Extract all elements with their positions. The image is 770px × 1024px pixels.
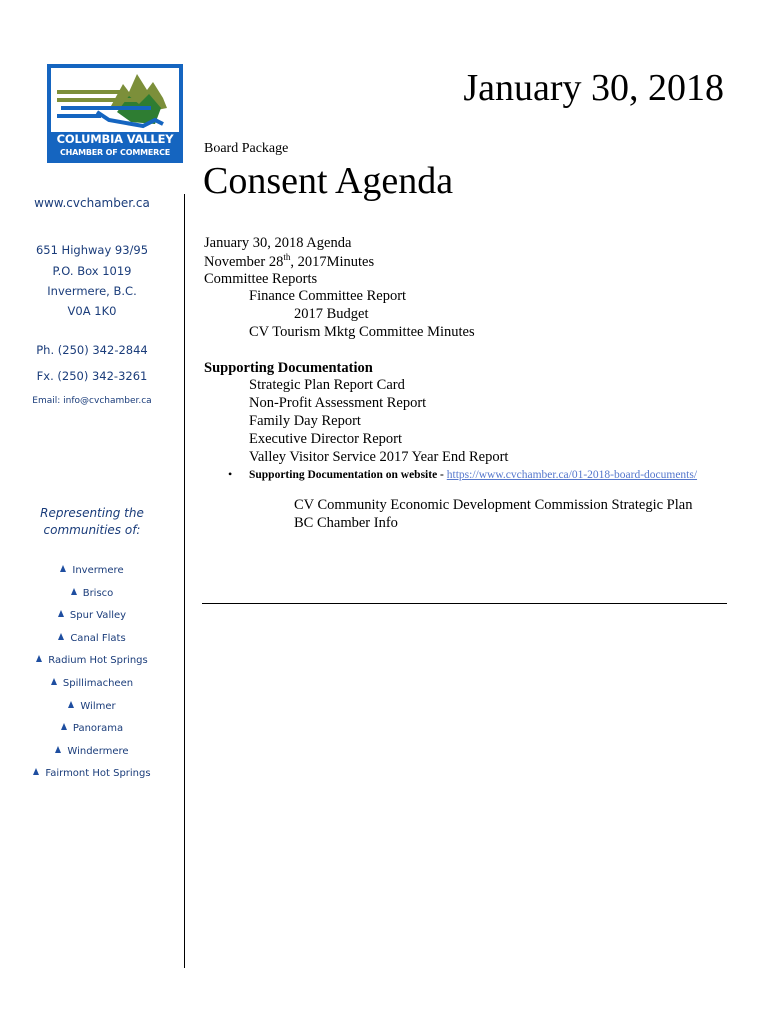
representing-line: Representing the [40, 506, 144, 520]
bullet-icon: • [228, 467, 233, 481]
minutes-item [204, 252, 374, 271]
supporting-item: Strategic Plan Report Card [249, 377, 405, 393]
community-name: Spur Valley [69, 610, 127, 621]
finance-report: Finance Committee Report [249, 288, 407, 304]
horizontal-rule [202, 603, 727, 604]
website-link[interactable]: www.cvchamber.ca [34, 196, 150, 210]
logo-name-line2: CHAMBER OF COMMERCE [59, 148, 171, 157]
community-name: Brisco [82, 588, 114, 599]
community-name: Fairmont Hot Springs [45, 768, 151, 779]
minutes-text: November 28 [204, 253, 284, 270]
community-name: Spillimacheen [62, 678, 134, 689]
supporting-item: Valley Visitor Service 2017 Year End Report [249, 449, 509, 465]
bc-chamber-info: BC Chamber Info [294, 515, 398, 531]
committee-reports: Committee Reports [204, 271, 318, 287]
address-line: V0A 1K0 [67, 304, 117, 318]
supporting-item: Executive Director Report [249, 431, 402, 447]
supporting-item: Family Day Report [249, 413, 361, 429]
board-documents-link[interactable]: https://www.cvchamber.ca/01-2018-board-documents/ [446, 469, 698, 481]
logo-name-line1: COLUMBIA VALLEY [56, 132, 174, 146]
page-title: Consent Agenda [203, 160, 454, 202]
minutes-superscript: th [283, 252, 291, 262]
address-line: P.O. Box 1019 [52, 264, 132, 278]
website-documentation [249, 467, 719, 483]
document-date: January 30, 2018 [463, 67, 724, 109]
phone-number: Ph. (250) 342-2844 [36, 343, 148, 357]
supporting-item: Non-Profit Assessment Report [249, 395, 427, 411]
community-name: Windermere [67, 746, 129, 757]
minutes-text: , 2017Minutes [290, 253, 375, 270]
supporting-heading: Supporting Documentation [204, 360, 373, 376]
address-line: 651 Highway 93/95 [35, 243, 149, 257]
fax-number: Fx. (250) 342-3261 [36, 369, 148, 383]
board-package-label: Board Package [204, 141, 289, 156]
representing-line: communities of: [43, 523, 141, 537]
budget-item: 2017 Budget [294, 306, 369, 322]
address-line: Invermere, B.C. [47, 284, 137, 298]
tourism-minutes: CV Tourism Mktg Committee Minutes [249, 324, 475, 340]
community-name: Canal Flats [70, 633, 126, 644]
agenda-item: January 30, 2018 Agenda [204, 235, 352, 251]
email-address[interactable]: Email: info@cvchamber.ca [32, 396, 152, 406]
cedc-plan: CV Community Economic Development Commission Strategic Plan [294, 497, 693, 513]
community-name: Invermere [72, 565, 124, 576]
community-name: Wilmer [80, 701, 116, 712]
community-name: Radium Hot Springs [48, 655, 148, 666]
website-doc-label: Supporting Documentation on website - [249, 469, 447, 481]
community-name: Panorama [72, 723, 124, 734]
